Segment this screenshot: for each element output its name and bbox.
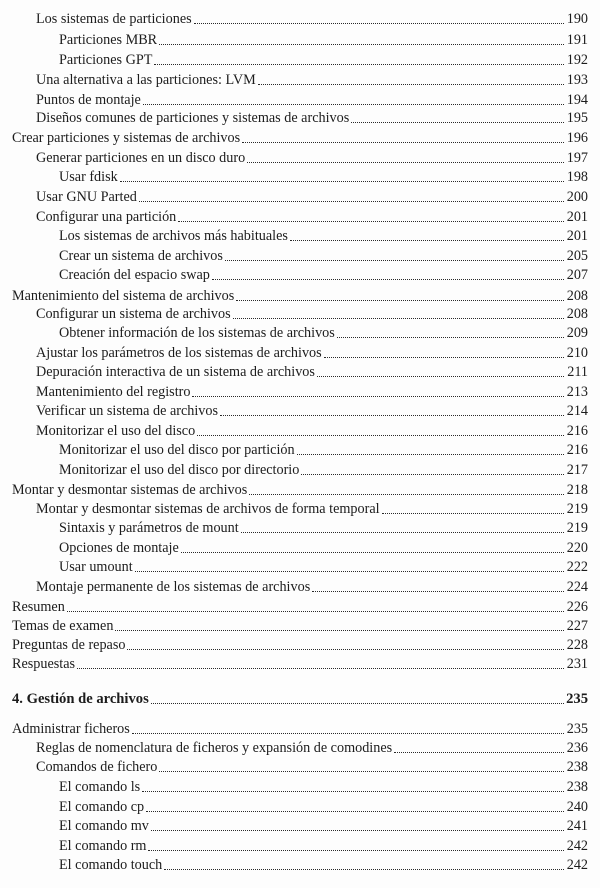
toc-entry-title: Configurar un sistema de archivos	[36, 306, 231, 322]
toc-entry-title: El comando ls	[59, 779, 141, 795]
toc-entry-page: 217	[566, 462, 588, 478]
toc-entry	[59, 225, 588, 245]
toc-entry-page: 216	[566, 423, 588, 439]
toc-entry-page: 228	[566, 637, 588, 653]
toc-entry	[59, 459, 588, 479]
toc-entry-page: 209	[566, 325, 588, 341]
dot-leader	[242, 141, 564, 143]
toc-entry-page: 198	[566, 169, 588, 185]
toc-entry	[36, 303, 588, 323]
dot-leader	[120, 180, 564, 182]
toc-entry-title: El comando cp	[59, 799, 145, 815]
toc-entry	[36, 420, 588, 440]
dot-leader	[181, 551, 564, 553]
toc-entry-title: Sintaxis y parámetros de mount	[59, 520, 239, 536]
toc-entry-title: El comando rm	[59, 838, 147, 854]
toc-entry-title: Los sistemas de archivos más habituales	[59, 228, 288, 244]
dot-leader	[301, 473, 564, 475]
dot-leader	[312, 590, 564, 592]
toc-entry-title: Crear particiones y sistemas de archivos	[12, 130, 241, 146]
toc-entry-page: 219	[566, 501, 588, 517]
toc-entry-page: 224	[566, 579, 588, 595]
toc-entry-page: 242	[566, 857, 588, 873]
dot-leader	[192, 395, 564, 397]
toc-entry-page: 214	[566, 403, 588, 419]
toc-entry-title: Opciones de montaje	[59, 540, 179, 556]
toc-entry	[36, 576, 588, 596]
toc-entry-page: 235	[566, 721, 588, 737]
dot-leader	[258, 83, 564, 85]
toc-entry	[59, 264, 588, 284]
toc-entry-title: Comandos de fichero	[36, 759, 158, 775]
toc-entry-title: Resumen	[12, 599, 65, 615]
toc-entry-page: 191	[566, 32, 588, 48]
dot-leader	[135, 570, 564, 572]
toc-entry-title: Usar umount	[59, 559, 133, 575]
dot-leader	[67, 610, 564, 612]
toc-entry-page: 220	[566, 540, 588, 556]
toc-entry	[59, 537, 588, 557]
toc-entry	[36, 206, 588, 226]
toc-entry-title: Usar fdisk	[59, 169, 118, 185]
toc-entry-page: 219	[566, 520, 588, 536]
toc-entry-page: 236	[566, 740, 588, 756]
toc-entry-title: Una alternativa a las particiones: LVM	[36, 72, 256, 88]
toc-entry-page: 197	[566, 150, 588, 166]
dot-leader	[143, 103, 564, 105]
toc-entry	[36, 8, 588, 28]
toc-entry-title: Creación del espacio swap	[59, 267, 210, 283]
toc-entry-page: 218	[566, 482, 588, 498]
toc-entry	[12, 718, 588, 738]
toc-entry-title: Particiones MBR	[59, 32, 158, 48]
toc-entry-page: 210	[566, 345, 588, 361]
dot-leader	[241, 531, 564, 533]
toc-entry-page: 193	[566, 72, 588, 88]
dot-leader	[151, 829, 564, 831]
toc-entry	[36, 737, 588, 757]
dot-leader	[159, 43, 564, 45]
toc-entry-page: 208	[566, 306, 588, 322]
dot-leader	[225, 259, 564, 261]
dot-leader	[317, 375, 564, 377]
toc-entry-title: Diseños comunes de particiones y sistemas de archivos	[36, 110, 350, 126]
dot-leader	[132, 732, 564, 734]
chapter-page: 235	[566, 691, 588, 707]
toc-entry-page: 222	[566, 559, 588, 575]
toc-entry-page: 216	[566, 442, 588, 458]
toc-entry-page: 242	[566, 838, 588, 854]
toc-entry-title: Crear un sistema de archivos	[59, 248, 223, 264]
toc-entry	[59, 439, 588, 459]
toc-entry	[59, 245, 588, 265]
toc-entry-title: El comando touch	[59, 857, 163, 873]
toc-entry	[12, 596, 588, 616]
dot-leader	[212, 278, 564, 280]
dot-leader	[127, 648, 564, 650]
toc-entry-title: Reglas de nomenclatura de ficheros y expansión de comodines	[36, 740, 393, 756]
dot-leader	[249, 493, 564, 495]
toc-entry	[36, 186, 588, 206]
toc-entry-title: Puntos de montaje	[36, 92, 141, 108]
toc-entry-page: 240	[566, 799, 588, 815]
toc-entry-page: 208	[566, 288, 588, 304]
toc-entry-title: Administrar ficheros	[12, 721, 130, 737]
toc-entry-title: Respuestas	[12, 656, 76, 672]
toc-entry-title: Monitorizar el uso del disco	[36, 423, 196, 439]
toc-entry	[59, 835, 588, 855]
toc-entry-title: Temas de examen	[12, 618, 114, 634]
toc-entry	[12, 285, 588, 305]
dot-leader	[220, 414, 564, 416]
toc-entry-page: 196	[566, 130, 588, 146]
dot-leader	[139, 200, 564, 202]
toc-entry-page: 200	[566, 189, 588, 205]
toc-entry-page: 241	[566, 818, 588, 834]
toc-entry-title: Mantenimiento del sistema de archivos	[12, 288, 235, 304]
dot-leader	[146, 810, 564, 812]
toc-entry-page: 201	[566, 209, 588, 225]
toc-entry-title: Verificar un sistema de archivos	[36, 403, 219, 419]
toc-entry-title: Preguntas de repaso	[12, 637, 126, 653]
dot-leader	[164, 868, 564, 870]
toc-entry	[36, 756, 588, 776]
dot-leader	[197, 434, 564, 436]
toc-entry-title: Configurar una partición	[36, 209, 177, 225]
toc-entry-title: Montar y desmontar sistemas de archivos de forma temporal	[36, 501, 380, 517]
dot-leader	[236, 299, 564, 301]
chapter-heading	[12, 688, 588, 708]
toc-entry-page: 201	[566, 228, 588, 244]
dot-leader	[148, 849, 564, 851]
toc-entry	[59, 854, 588, 874]
toc-entry-page: 194	[566, 92, 588, 108]
dot-leader	[324, 356, 564, 358]
toc-entry	[12, 127, 588, 147]
toc-entry-page: 238	[566, 759, 588, 775]
toc-entry-page: 227	[566, 618, 588, 634]
toc-entry-title: El comando mv	[59, 818, 149, 834]
toc-entry-page: 213	[566, 384, 588, 400]
toc-entry	[59, 556, 588, 576]
toc-entry-title: Montar y desmontar sistemas de archivos	[12, 482, 248, 498]
toc-entry	[36, 361, 588, 381]
toc-entry-page: 205	[566, 248, 588, 264]
toc-entry	[36, 400, 588, 420]
toc-entry-title: Monitorizar el uso del disco por directorio	[59, 462, 300, 478]
chapter-title: 4. Gestión de archivos	[12, 691, 149, 707]
toc-entry	[36, 498, 588, 518]
dot-leader	[77, 667, 564, 669]
dot-leader	[394, 751, 564, 753]
toc-entry-page: 207	[566, 267, 588, 283]
toc-entry-title: Montaje permanente de los sistemas de archivos	[36, 579, 311, 595]
toc-entry	[36, 69, 588, 89]
toc-entry	[59, 29, 588, 49]
toc-entry-page: 226	[566, 599, 588, 615]
dot-leader	[290, 239, 564, 241]
dot-leader	[194, 22, 564, 24]
dot-leader	[154, 63, 564, 65]
toc-entry	[36, 147, 588, 167]
toc-entry-title: Particiones GPT	[59, 52, 153, 68]
dot-leader	[151, 702, 564, 704]
toc-entry-title: Generar particiones en un disco duro	[36, 150, 246, 166]
toc-entry-title: Mantenimiento del registro	[36, 384, 191, 400]
toc-entry-title: Monitorizar el uso del disco por partición	[59, 442, 295, 458]
toc-entry	[59, 815, 588, 835]
toc-entry	[59, 776, 588, 796]
toc-entry	[59, 322, 588, 342]
toc-entry-title: Usar GNU Parted	[36, 189, 137, 205]
toc-entry-page: 231	[566, 656, 588, 672]
toc-entry	[12, 634, 588, 654]
toc-entry	[12, 653, 588, 673]
dot-leader	[351, 121, 564, 123]
toc-entry	[59, 49, 588, 69]
toc-entry-page: 190	[566, 11, 588, 27]
dot-leader	[337, 336, 564, 338]
dot-leader	[297, 453, 564, 455]
toc-entry	[59, 517, 588, 537]
toc-entry-title: Los sistemas de particiones	[36, 11, 192, 27]
toc-entry	[59, 796, 588, 816]
toc-entry-page: 238	[566, 779, 588, 795]
dot-leader	[382, 512, 564, 514]
toc-entry-title: Ajustar los parámetros de los sistemas de archivos	[36, 345, 322, 361]
toc-entry-page: 195	[566, 110, 588, 126]
toc-entry	[36, 342, 588, 362]
toc-entry-page: 211	[567, 364, 588, 380]
toc-entry-title: Obtener información de los sistemas de archivos	[59, 325, 335, 341]
dot-leader	[233, 317, 564, 319]
dot-leader	[178, 220, 564, 222]
toc-entry-page: 192	[566, 52, 588, 68]
dot-leader	[247, 161, 564, 163]
toc-entry	[12, 615, 588, 635]
toc-entry	[36, 89, 588, 109]
toc-entry	[59, 166, 588, 186]
dot-leader	[142, 790, 564, 792]
dot-leader	[159, 770, 564, 772]
toc-entry	[12, 479, 588, 499]
toc-entry	[36, 107, 588, 127]
toc-entry-title: Depuración interactiva de un sistema de archivos	[36, 364, 315, 380]
dot-leader	[115, 629, 564, 631]
toc-entry	[36, 381, 588, 401]
